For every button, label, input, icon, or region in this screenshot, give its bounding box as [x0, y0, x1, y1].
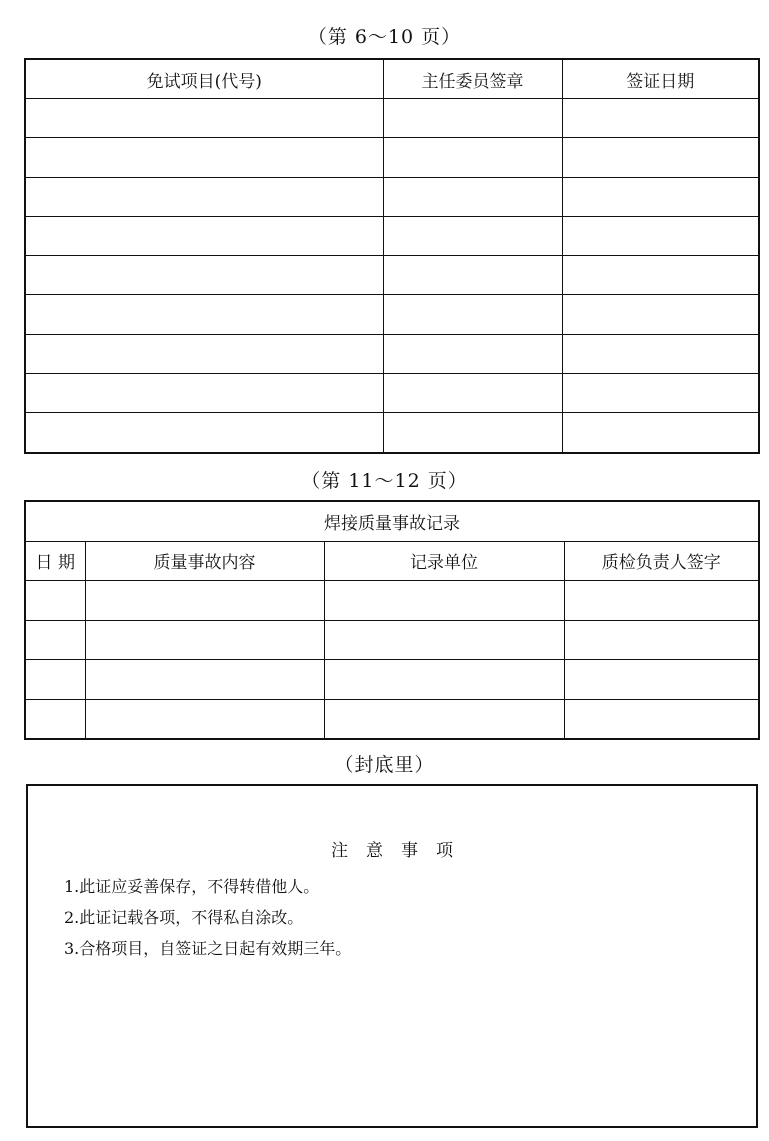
- table-cell: [383, 334, 562, 373]
- table-cell: [562, 413, 759, 453]
- section1-caption: （第 6～10 页）: [307, 26, 462, 48]
- exemption-table-row: [25, 374, 759, 413]
- table-cell: [383, 216, 562, 255]
- accident-table-row: [25, 620, 759, 660]
- table-cell: [324, 581, 564, 621]
- accident-table-row: [25, 660, 759, 700]
- header-accident-content: 质量事故内容: [85, 541, 324, 581]
- notes-title: [28, 836, 756, 861]
- exemption-table-row: [25, 295, 759, 334]
- accident-table-row: [25, 699, 759, 739]
- header-visa-date: 签证日期: [562, 59, 759, 99]
- accident-table-row: [25, 581, 759, 621]
- table-cell: [85, 699, 324, 739]
- accident-table-body: [25, 581, 759, 740]
- accident-table-title: 焊接质量事故记录: [25, 501, 759, 541]
- notes-box: [26, 784, 758, 1128]
- note-item: 1.此证应妥善保存，不得转借他人。: [64, 877, 320, 896]
- exemption-table-row: [25, 256, 759, 295]
- table-cell: [383, 177, 562, 216]
- table-cell: [383, 99, 562, 138]
- table-cell: [324, 620, 564, 660]
- exemption-table-row: [25, 334, 759, 373]
- table-cell: [564, 581, 759, 621]
- notes-title-char: 注: [331, 841, 348, 861]
- table-cell: [25, 620, 85, 660]
- table-cell: [25, 699, 85, 739]
- table-cell: [562, 177, 759, 216]
- table-cell: [564, 660, 759, 700]
- exemption-table-row: [25, 216, 759, 255]
- table-cell: [25, 374, 383, 413]
- table-cell: [562, 216, 759, 255]
- table-cell: [562, 138, 759, 177]
- header-record-unit: 记录单位: [324, 541, 564, 581]
- note-item: 3.合格项目，自签证之日起有效期三年。: [64, 939, 352, 958]
- header-exempt-item: 免试项目(代号): [25, 59, 383, 99]
- table-cell: [324, 660, 564, 700]
- notes-title-char: 项: [436, 841, 453, 861]
- table-cell: [25, 334, 383, 373]
- table-cell: [562, 374, 759, 413]
- table-cell: [25, 177, 383, 216]
- section2-caption: （第 11～12 页）: [301, 470, 468, 492]
- exemption-table-body: [25, 99, 759, 453]
- table-cell: [25, 138, 383, 177]
- exemption-table-row: [25, 138, 759, 177]
- table-cell: [383, 295, 562, 334]
- table-cell: [25, 413, 383, 453]
- table-cell: [562, 334, 759, 373]
- accident-record-table: [24, 500, 760, 740]
- section3-caption: （封底里）: [334, 754, 435, 776]
- table-cell: [562, 256, 759, 295]
- header-chief-signature: 主任委员签章: [383, 59, 562, 99]
- header-qc-signature: 质检负责人签字: [564, 541, 759, 581]
- exemption-table-header: [25, 59, 759, 99]
- header-date: 日 期: [25, 541, 85, 581]
- table-cell: [25, 216, 383, 255]
- table-cell: [324, 699, 564, 739]
- accident-table-title-row: [25, 501, 759, 541]
- table-cell: [383, 374, 562, 413]
- table-cell: [383, 256, 562, 295]
- notes-list: [64, 871, 351, 964]
- table-cell: [25, 581, 85, 621]
- table-cell: [25, 295, 383, 334]
- table-cell: [25, 660, 85, 700]
- notes-title-char: 事: [401, 841, 418, 861]
- table-cell: [383, 413, 562, 453]
- table-cell: [85, 620, 324, 660]
- exemption-table-row: [25, 413, 759, 453]
- table-cell: [383, 138, 562, 177]
- table-cell: [85, 660, 324, 700]
- exemption-table-row: [25, 177, 759, 216]
- table-cell: [564, 620, 759, 660]
- accident-table-header: [25, 541, 759, 581]
- table-cell: [85, 581, 324, 621]
- exemption-table-row: [25, 99, 759, 138]
- table-cell: [564, 699, 759, 739]
- notes-title-char: 意: [366, 841, 383, 861]
- table-cell: [562, 99, 759, 138]
- table-cell: [562, 295, 759, 334]
- exemption-table: [24, 58, 760, 454]
- table-cell: [25, 99, 383, 138]
- table-cell: [25, 256, 383, 295]
- note-item: 2.此证记载各项，不得私自涂改。: [64, 908, 304, 927]
